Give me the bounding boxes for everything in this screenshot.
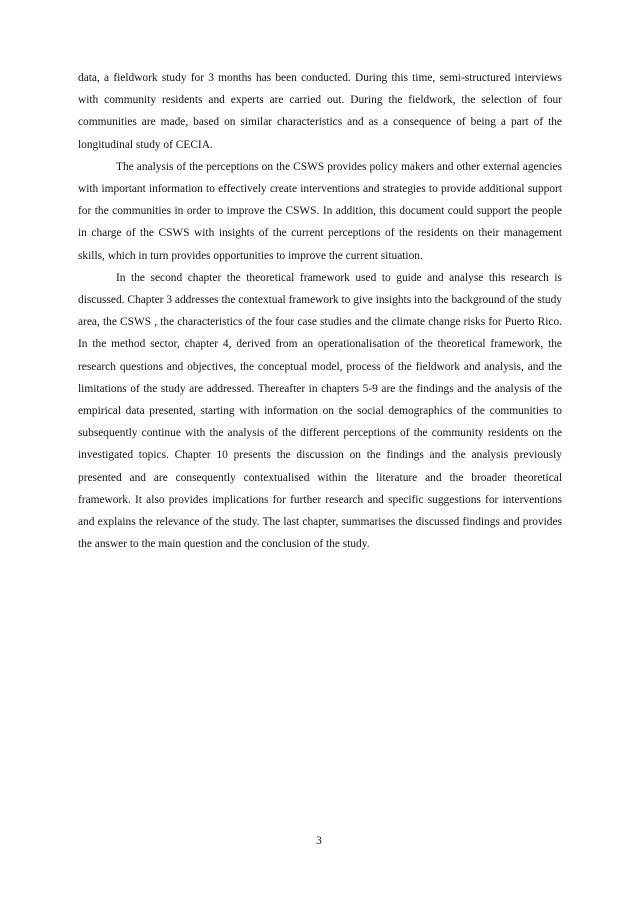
paragraph-perceptions-analysis: The analysis of the perceptions on the CSWS provides policy makers and other external agencies with important information to effectively create interventions and strategies to provide additional support for the communities in order to improve the CSWS. In addition, this document could support the people in charge of the CSWS with insights of the current perceptions of the residents on their management skills, which in turn provides opportunities to improve the current situation.	[78, 160, 562, 262]
paragraph-chapter-overview: In the second chapter the theoretical framework used to guide and analyse this research is discussed. Chapter 3 addresses the contextual framework to give insights into the background of the study area, the CSWS , the characteristics of the four case studies and the climate change risks for Puerto Rico. In the method sector, chapter 4, derived from an operationalisation of the theoretical framework, the research questions and objectives, the conceptual model, process of the fieldwork and analysis, and the limitations of the study are addressed. Thereafter in chapters 5-9 are the findings and the analysis of the empirical data presented, starting with information on the social demographics of the communities to subsequently continue with the analysis of the different perceptions of the community residents on the investigated topics. Chapter 10 presents the discussion on the findings and the analysis previously presented and are consequently contextualised within the literature and the broader theoretical framework. It also provides implications for further research and specific suggestions for interventions and explains the relevance of the study. The last chapter, summarises the discussed findings and provides the answer to the main question and the conclusion of the study.	[78, 271, 562, 551]
paragraph-continuation: data, a fieldwork study for 3 months has been conducted. During this time, semi-structured interviews with community residents and experts are carried out. During the fieldwork, the selection of four communities are made, based on similar characteristics and as a consequence of being a part of the longitudinal study of CECIA.	[78, 72, 562, 151]
body-text	[78, 67, 562, 555]
page-number: 3	[316, 835, 322, 847]
